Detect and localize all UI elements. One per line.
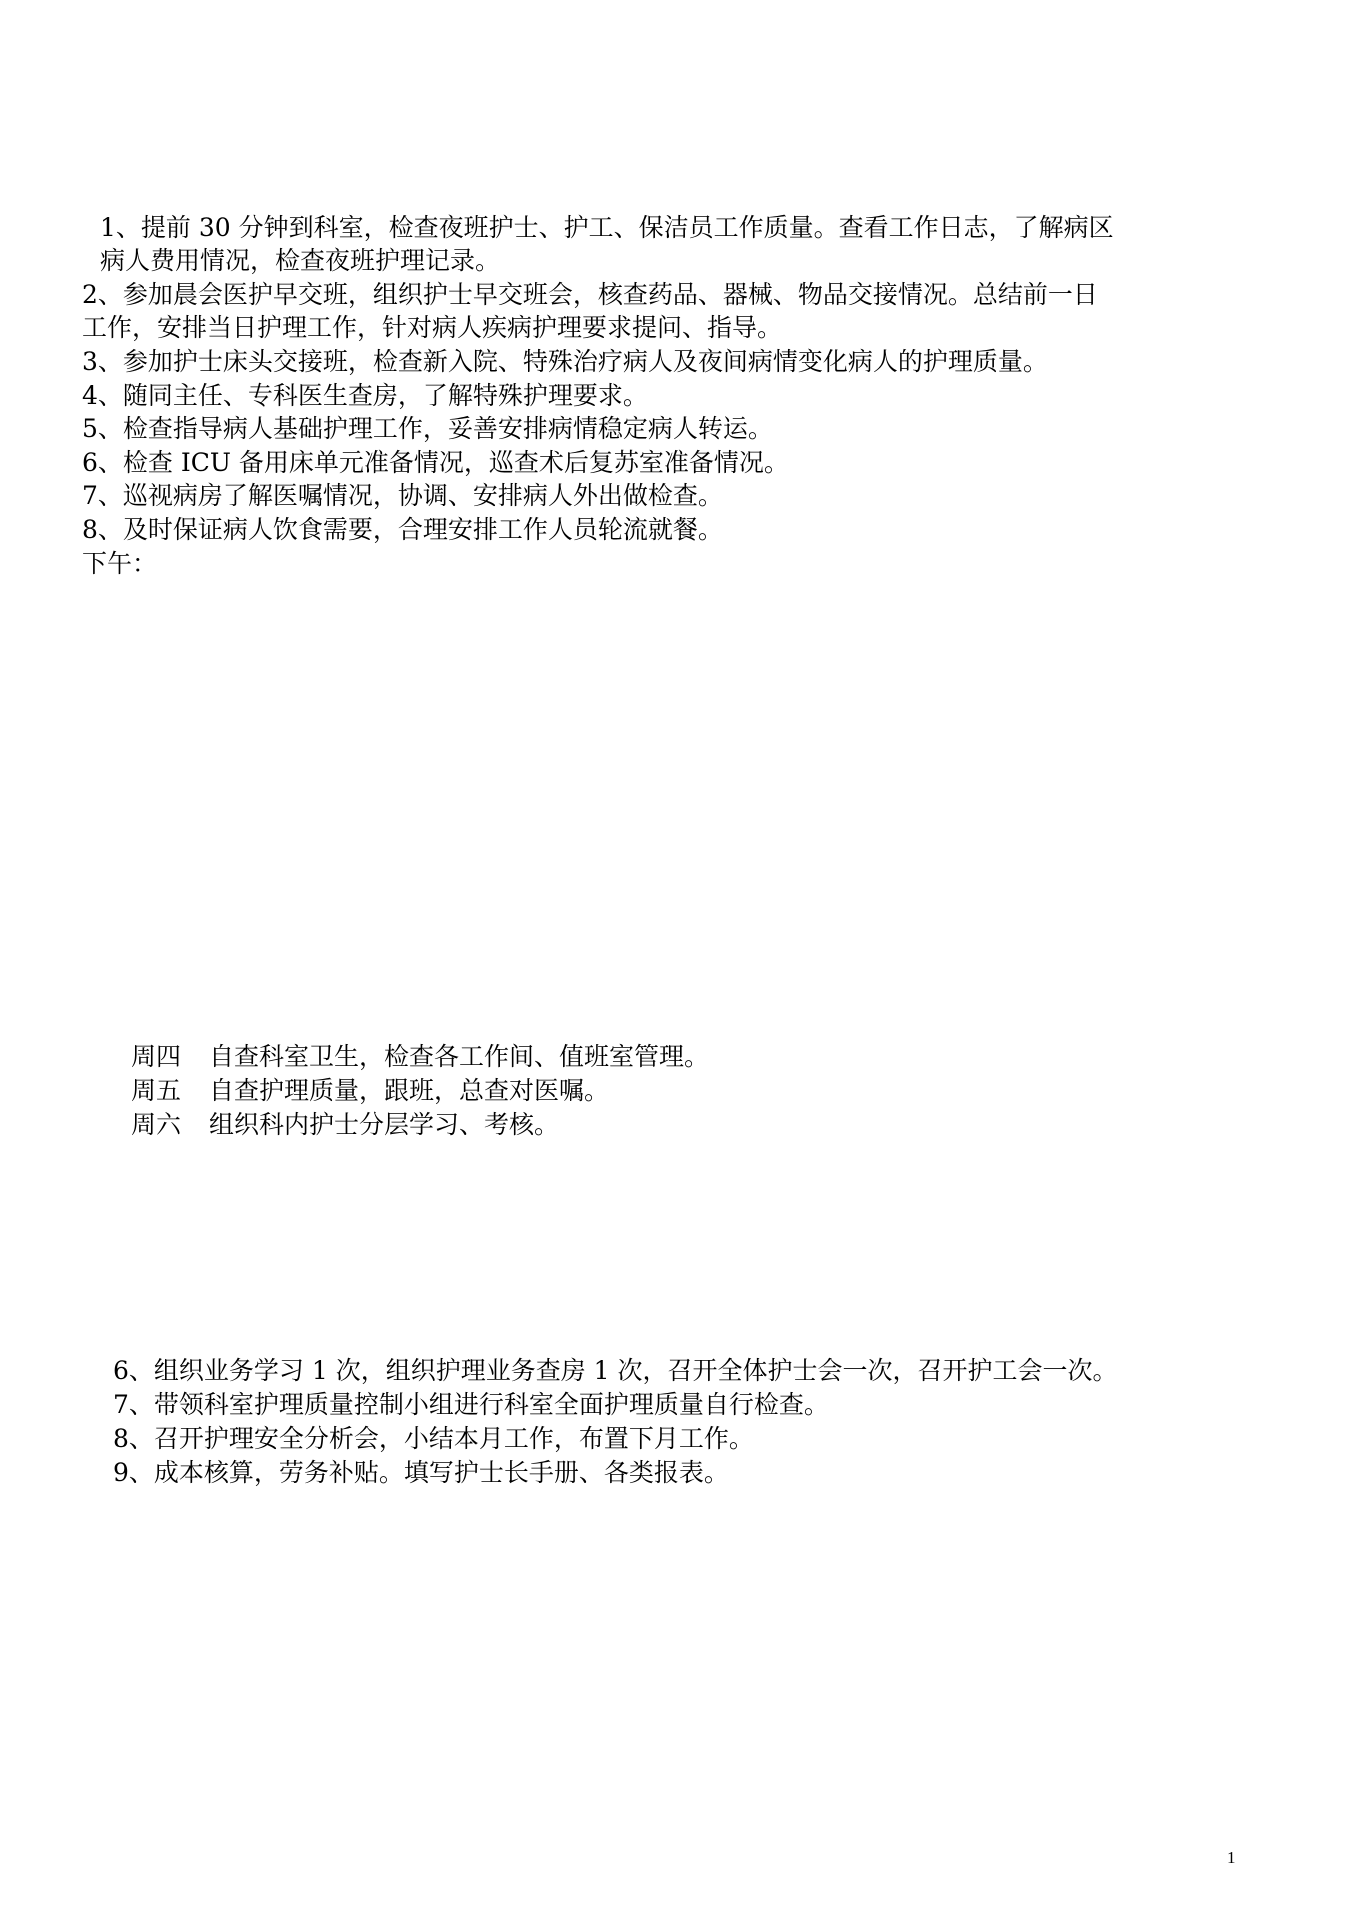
duty-item: 1、提前 30 分钟到科室，检查夜班护士、护工、保洁员工作质量。查看工作日志，了解病区 xyxy=(100,213,1114,242)
weekly-item xyxy=(131,1075,609,1107)
duty-item: 3、参加护士床头交接班，检查新入院、特殊治疗病人及夜间病情变化病人的护理质量。 xyxy=(82,347,1048,376)
monthly-item: 7、带领科室护理质量控制小组进行科室全面护理质量自行检查。 xyxy=(113,1390,829,1419)
weekday-label: 周五 xyxy=(131,1076,182,1105)
monthly-item: 9、成本核算，劳务补贴。填写护士长手册、各类报表。 xyxy=(113,1458,729,1487)
monthly-item: 6、组织业务学习 1 次，组织护理业务查房 1 次，召开全体护士会一次，召开护工会一次。 xyxy=(113,1356,1118,1385)
duty-item: 6、检查 ICU 备用床单元准备情况，巡查术后复苏室准备情况。 xyxy=(82,448,789,477)
weekly-task: 组织科内护士分层学习、考核。 xyxy=(209,1110,560,1139)
duty-item: 7、巡视病房了解医嘱情况，协调、安排病人外出做检查。 xyxy=(82,481,723,510)
weekly-item xyxy=(131,1109,559,1141)
duty-item-continuation: 工作，安排当日护理工作，针对病人疾病护理要求提问、指导。 xyxy=(82,313,783,342)
page-number: 1 xyxy=(1227,1848,1236,1867)
duty-item: 4、随同主任、专科医生查房，了解特殊护理要求。 xyxy=(82,381,648,410)
weekly-task: 自查科室卫生，检查各工作间、值班室管理。 xyxy=(209,1042,710,1071)
duty-item-continuation: 病人费用情况，检查夜班护理记录。 xyxy=(100,246,501,275)
weekday-label: 周六 xyxy=(131,1110,182,1139)
weekly-item xyxy=(131,1041,709,1073)
monthly-item: 8、召开护理安全分析会，小结本月工作，布置下月工作。 xyxy=(113,1424,754,1453)
weekly-task: 自查护理质量，跟班，总查对医嘱。 xyxy=(209,1076,610,1105)
duty-item: 2、参加晨会医护早交班，组织护士早交班会，核查药品、器械、物品交接情况。总结前一日 xyxy=(82,280,1098,309)
weekday-label: 周四 xyxy=(131,1042,182,1071)
duty-item: 5、检查指导病人基础护理工作，妥善安排病情稳定病人转运。 xyxy=(82,414,773,443)
afternoon-heading: 下午： xyxy=(82,549,158,578)
duty-item: 8、及时保证病人饮食需要，合理安排工作人员轮流就餐。 xyxy=(82,515,723,544)
